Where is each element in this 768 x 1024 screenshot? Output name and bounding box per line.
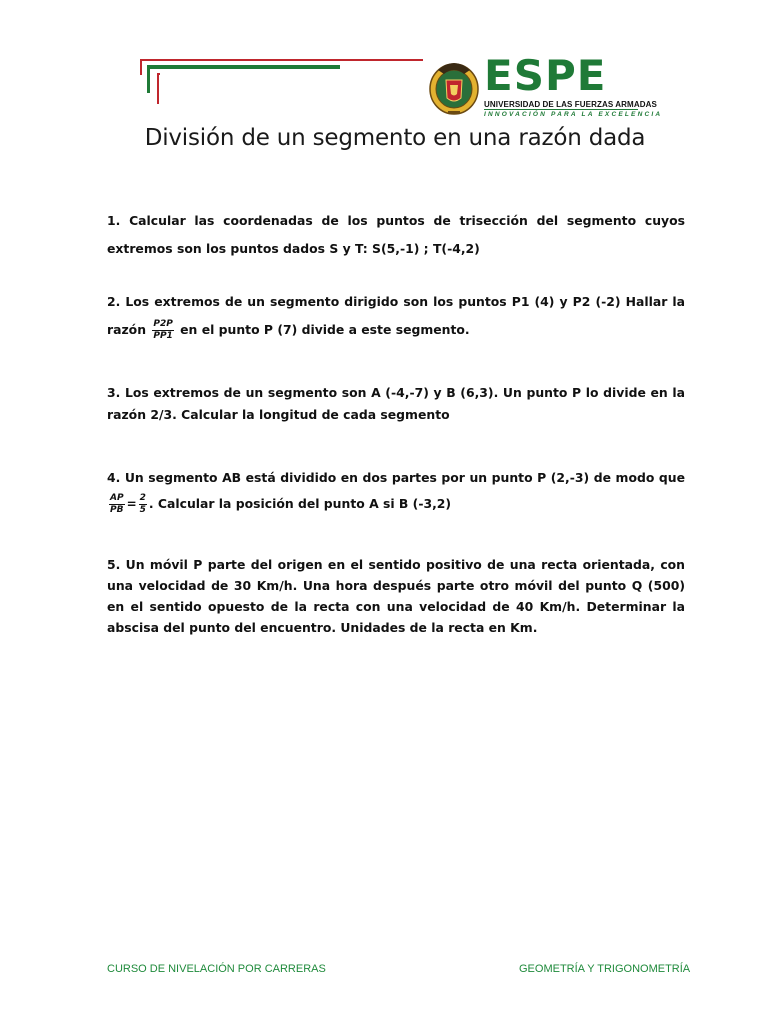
university-crest-icon <box>428 58 480 116</box>
problem-4 <box>107 465 685 517</box>
header-green-rule <box>147 65 340 69</box>
problem-5-text: 5. Un móvil P parte del origen en el sentido positivo de una recta orientada, con una velocidad de 30 Km/h. Una hora después parte otro móvil del punto Q (500) en el sentido opuesto de la recta con una velocidad de 40 Km/h. Determinar la abscisa del punto del encuentro. Unidades de la recta en Km. <box>107 557 685 635</box>
ratio-fraction <box>152 319 173 342</box>
fraction-numerator: AP <box>110 493 124 503</box>
problem-5 <box>107 554 685 638</box>
problem-4-text-a: 4. Un segmento AB está dividido en dos partes por un punto P (2,-3) de modo que <box>107 470 685 485</box>
fraction-denominator: 5 <box>139 505 146 515</box>
fraction-denominator: PB <box>110 505 124 515</box>
fraction-denominator: PP1 <box>153 331 173 341</box>
header-green-tick <box>147 65 150 93</box>
problem-1 <box>107 207 685 263</box>
equals-sign: = <box>126 497 137 511</box>
header-red-tick <box>140 59 142 75</box>
brand-university-name: UNIVERSIDAD DE LAS FUERZAS ARMADAS <box>484 100 657 109</box>
problem-4-text-b: . Calcular la posición del punto A si B (-3,2) <box>148 496 452 511</box>
page-title: División de un segmento en una razón dada <box>144 125 646 151</box>
ratio-fraction-2-5 <box>139 493 147 516</box>
footer-course-name: CURSO DE NIVELACIÓN POR CARRERAS <box>107 963 326 975</box>
espe-logo <box>428 51 663 122</box>
fraction-numerator: 2 <box>139 493 146 503</box>
problem-2 <box>107 288 685 344</box>
problem-2-text-a: 2. Los extremos de un segmento dirigido son los puntos P1 (4) y P2 (-2) Hallar la razón <box>107 294 685 337</box>
header-red-rule <box>140 59 423 61</box>
brand-tagline: INNOVACIÓN PARA LA EXCELENCIA <box>484 111 663 118</box>
problem-3 <box>107 382 685 426</box>
footer-subject-name: GEOMETRÍA Y TRIGONOMETRÍA <box>519 963 691 975</box>
problem-2-text-b: en el punto P (7) divide a este segmento. <box>180 322 470 337</box>
ratio-fraction-ap-pb <box>109 493 125 516</box>
problem-3-text: 3. Los extremos de un segmento son A (-4,-7) y B (6,3). Un punto P lo divide en la razón 2/3. Calcular la longitud de cada segmento <box>107 385 685 422</box>
fraction-numerator: P2P <box>153 319 173 329</box>
problem-1-text: 1. Calcular las coordenadas de los puntos de trisección del segmento cuyos extremos son los puntos dados S y T: S(5,-1) ; T(-4,2) <box>107 213 685 256</box>
brand-wordmark: ESPE <box>484 51 607 100</box>
brand-block <box>484 51 663 122</box>
header-red-tick-2 <box>157 73 159 104</box>
